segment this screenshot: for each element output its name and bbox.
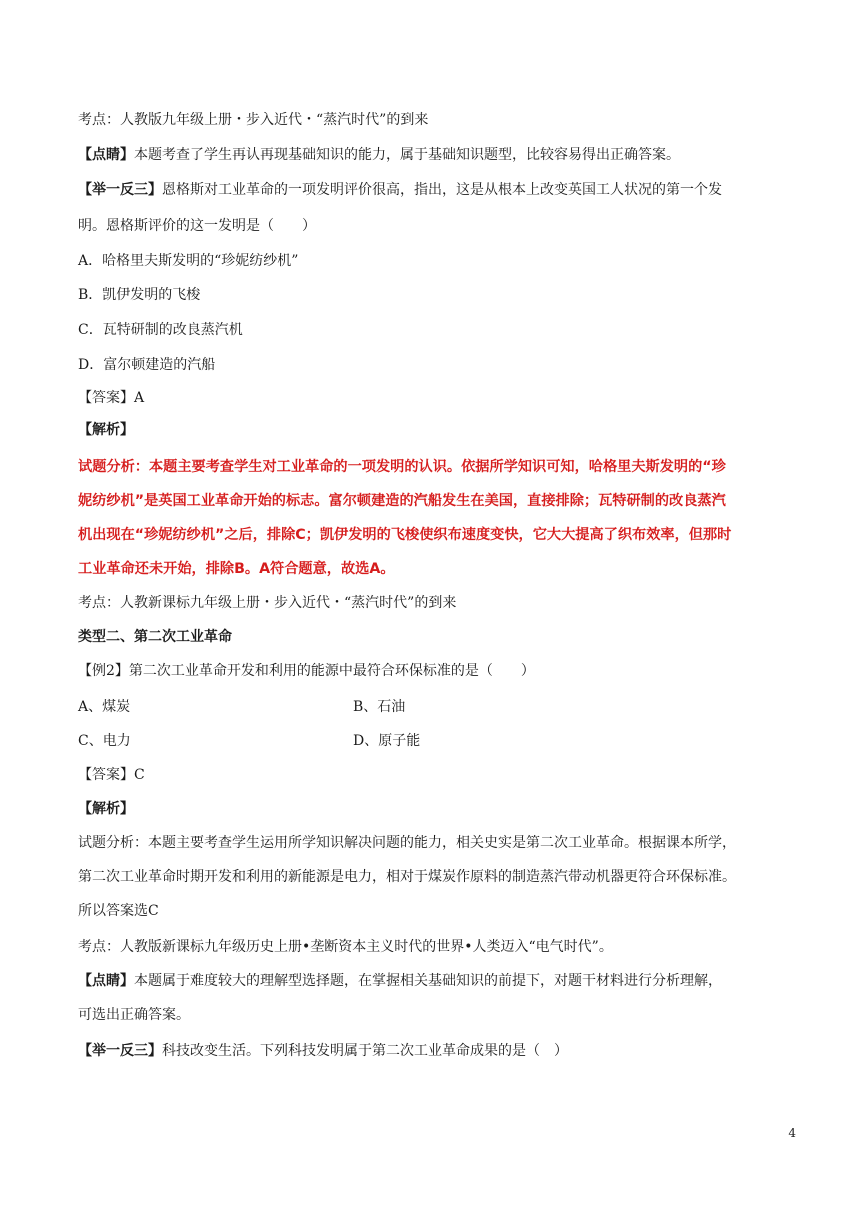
- analysis-line-3: 所以答案选C: [78, 903, 159, 919]
- juyi-line-2: [78, 1041, 568, 1061]
- kaodian-line-3: 考点：人教版新课标九年级历史上册•垄断资本主义时代的世界•人类迈入“电气时代”。: [78, 939, 613, 955]
- answer-value: A: [134, 390, 145, 406]
- answer-label-2: 【答案】: [78, 767, 134, 783]
- analysis-red-line-2: 妮纺纱机”是英国工业革命开始的标志。富尔顿建造的汽船发生在美国，直接排除；瓦特研制的改良蒸汽: [78, 493, 726, 509]
- dianjing-text-2: 本题属于难度较大的理解型选择题，在掌握相关基础知识的前提下，对题干材料进行分析理解，: [134, 973, 722, 989]
- juyi-line: [78, 180, 722, 200]
- juyi-text: 恩格斯对工业革命的一项发明评价很高，指出，这是从根本上改变英国工人状况的第一个发: [162, 182, 722, 198]
- analysis-line-2: 第二次工业革命时期开发和利用的新能源是电力，相对于煤炭作原料的制造蒸汽带动机器更符合环保标准。: [78, 869, 736, 885]
- option-d: D．富尔顿建造的汽船: [78, 357, 216, 373]
- analysis-label-2: 【解析】: [78, 801, 134, 817]
- dianjing-text: 本题考查了学生再认再现基础知识的能力，属于基础知识题型，比较容易得出正确答案。: [134, 147, 680, 163]
- question-continuation: 明。恩格斯评价的这一发明是（ ）: [78, 218, 316, 234]
- option-a: A．哈格里夫斯发明的“珍妮纺纱机”: [78, 253, 299, 269]
- page-number: 4: [788, 1126, 796, 1140]
- option-c: C．瓦特研制的改良蒸汽机: [78, 322, 243, 338]
- analysis-red-line-3: 机出现在“珍妮纺纱机”之后，排除C；凯伊发明的飞梭使织布速度变快，它大大提高了织布效率，但那时: [78, 527, 732, 543]
- answer-label: 【答案】: [78, 390, 134, 406]
- kaodian-line: 考点：人教版九年级上册・步入近代・“蒸汽时代”的到来: [78, 112, 429, 128]
- example-2-question: 【例2】第二次工业革命开发和利用的能源中最符合环保标准的是（ ）: [78, 663, 535, 679]
- juyi-label: 【举一反三】: [78, 182, 162, 198]
- dianjing-label: 【点睛】: [78, 147, 134, 163]
- juyi-text-2: 科技改变生活。下列科技发明属于第二次工业革命成果的是（ ）: [162, 1043, 568, 1059]
- answer-line: [78, 388, 144, 408]
- kaodian-line-2: 考点：人教新课标九年级上册・步入近代・“蒸汽时代”的到来: [78, 595, 457, 611]
- option-b: B．凯伊发明的飞梭: [78, 287, 201, 303]
- dianjing-line-2: [78, 971, 722, 991]
- analysis-label: 【解析】: [78, 422, 134, 438]
- answer-line-2: [78, 765, 145, 785]
- dianjing-label-2: 【点睛】: [78, 973, 134, 989]
- analysis-red-line-4: 工业革命还未开始，排除B。A符合题意，故选A。: [78, 561, 395, 577]
- answer-value-2: C: [134, 767, 145, 783]
- juyi-label-2: 【举一反三】: [78, 1043, 162, 1059]
- analysis-line-1: 试题分析：本题主要考查学生运用所学知识解决问题的能力，相关史实是第二次工业革命。根据课本所学，: [78, 835, 736, 851]
- dianjing-line: [78, 145, 680, 165]
- option-c2: C、电力: [78, 733, 131, 749]
- options-row-2: [78, 731, 421, 751]
- dianjing-continuation: 可选出正确答案。: [78, 1007, 190, 1023]
- option-d2: D、原子能: [353, 733, 421, 749]
- option-b2: B、石油: [353, 699, 406, 715]
- options-row-1: [78, 697, 406, 717]
- option-a2: A、煤炭: [78, 699, 131, 715]
- section-heading: 类型二、第二次工业革命: [78, 629, 232, 645]
- analysis-red-line-1: 试题分析：本题主要考查学生对工业革命的一项发明的认识。依据所学知识可知，哈格里夫斯发明的“珍: [78, 459, 726, 475]
